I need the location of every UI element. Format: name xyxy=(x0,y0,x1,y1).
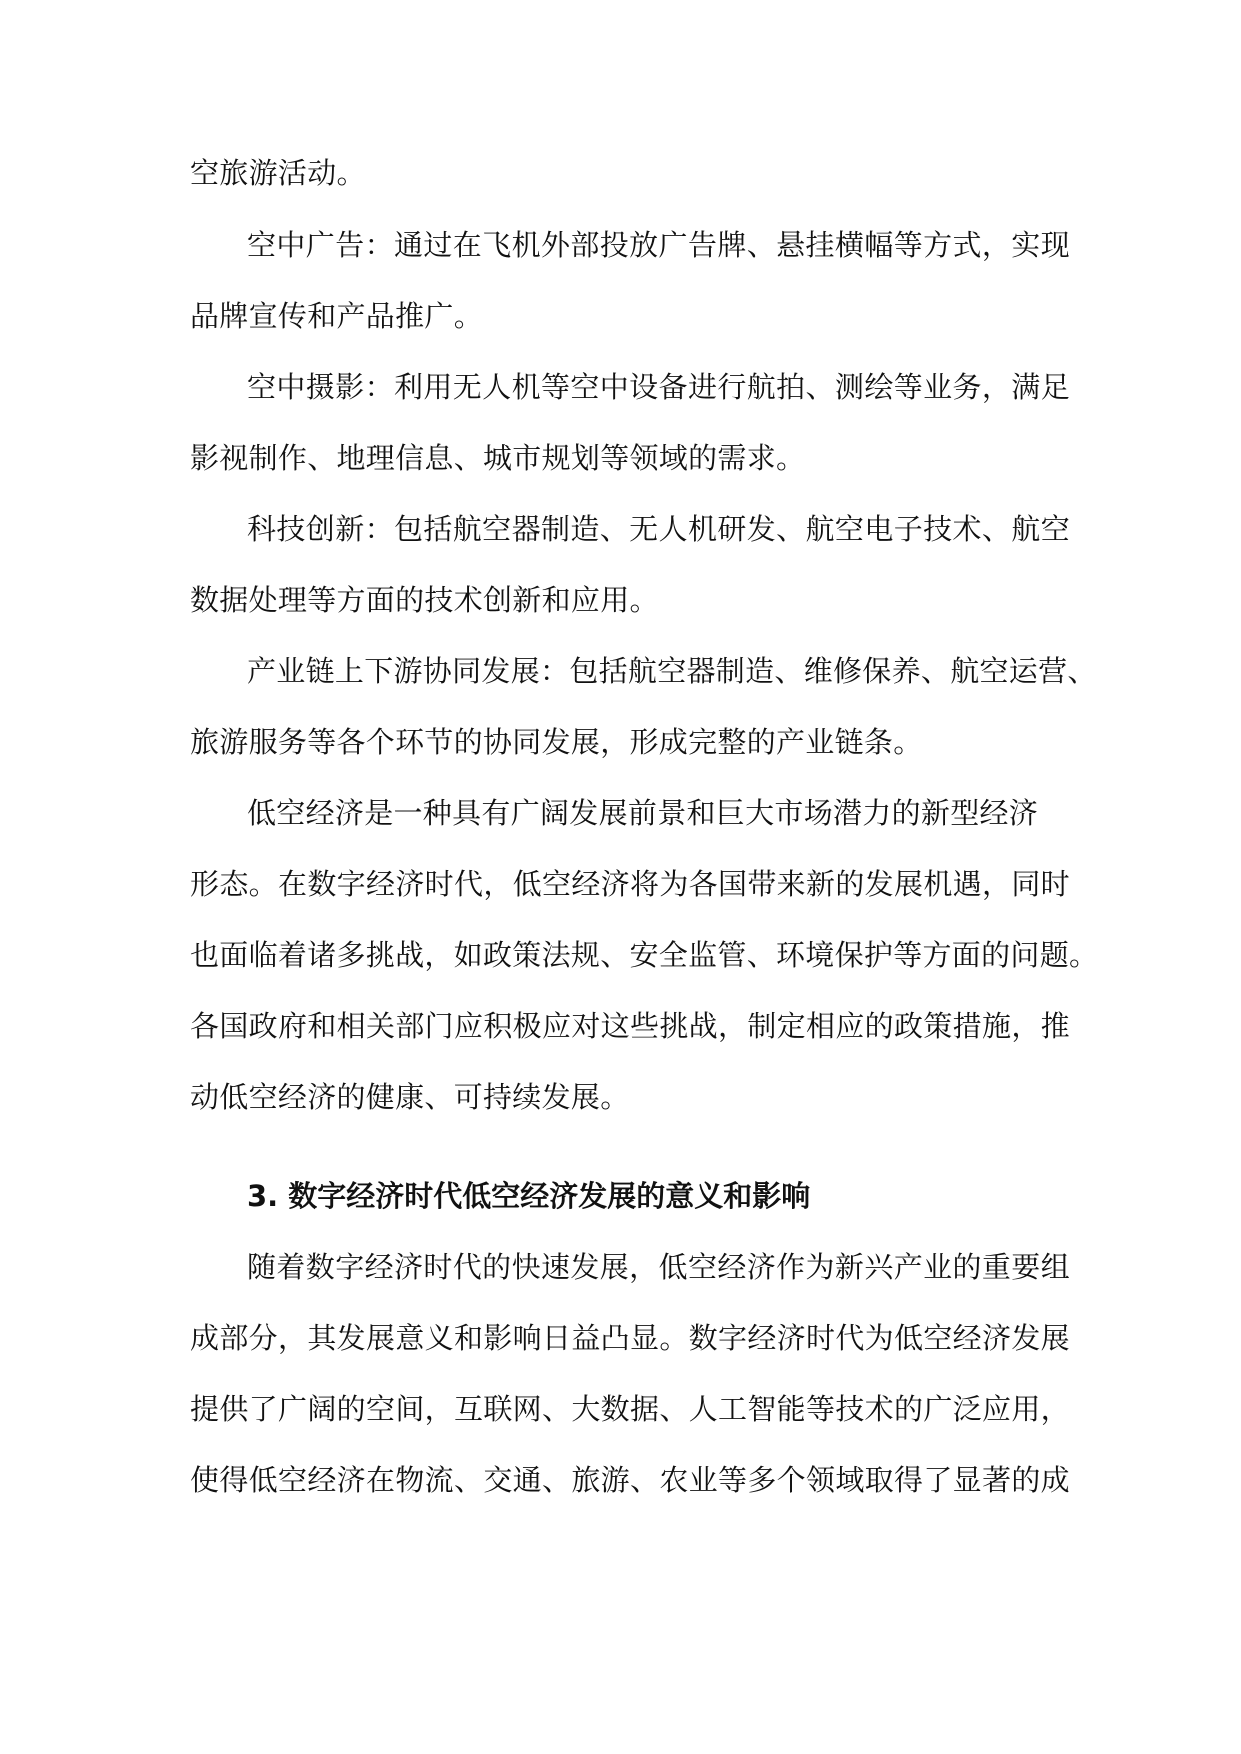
text-line: 科技创新：包括航空器制造、无人机研发、航空电子技术、航空 xyxy=(247,512,1070,546)
text-line: 形态。在数字经济时代，低空经济将为各国带来新的发展机遇，同时 xyxy=(190,867,1070,901)
text-line: 成部分，其发展意义和影响日益凸显。数字经济时代为低空经济发展 xyxy=(190,1321,1070,1355)
text-line: 随着数字经济时代的快速发展，低空经济作为新兴产业的重要组 xyxy=(247,1250,1070,1284)
text-line: 数据处理等方面的技术创新和应用。 xyxy=(190,583,659,617)
text-line: 旅游服务等各个环节的协同发展，形成完整的产业链条。 xyxy=(190,725,923,759)
text-line: 各国政府和相关部门应积极应对这些挑战，制定相应的政策措施，推 xyxy=(190,1009,1070,1043)
text-line: 提供了广阔的空间，互联网、大数据、人工智能等技术的广泛应用， xyxy=(190,1392,1070,1426)
text-line: 也面临着诸多挑战，如政策法规、安全监管、环境保护等方面的问题。 xyxy=(190,938,1099,972)
text-line: 空中广告：通过在飞机外部投放广告牌、悬挂横幅等方式，实现 xyxy=(247,228,1070,262)
text-line: 产业链上下游协同发展：包括航空器制造、维修保养、航空运营、 xyxy=(247,654,1097,688)
text-line: 低空经济是一种具有广阔发展前景和巨大市场潜力的新型经济 xyxy=(247,796,1039,830)
text-line: 动低空经济的健康、可持续发展。 xyxy=(190,1080,630,1114)
text-line: 影视制作、地理信息、城市规划等领域的需求。 xyxy=(190,441,806,475)
text-line: 品牌宣传和产品推广。 xyxy=(190,299,484,333)
section-heading: 3. 数字经济时代低空经济发展的意义和影响 xyxy=(247,1179,811,1213)
text-line: 空中摄影：利用无人机等空中设备进行航拍、测绘等业务，满足 xyxy=(247,370,1070,404)
text-line: 使得低空经济在物流、交通、旅游、农业等多个领域取得了显著的成 xyxy=(190,1463,1070,1497)
text-line: 空旅游活动。 xyxy=(190,156,366,190)
